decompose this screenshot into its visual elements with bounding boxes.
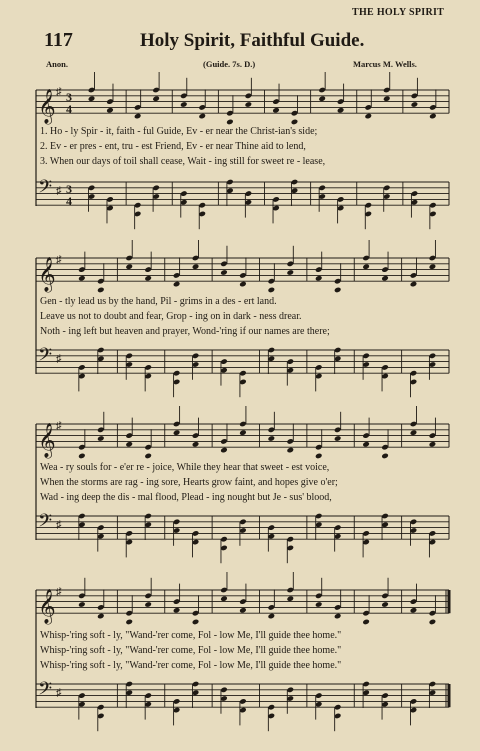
bass-clef: 𝄢 <box>38 511 53 536</box>
note-head <box>362 619 370 626</box>
note-head <box>381 453 389 460</box>
note-head <box>78 275 86 282</box>
lyric-line: Whisp-'ring soft - ly, "Wand-'rer come, Fol - low Me, I'll guide thee home." <box>40 630 342 641</box>
sharp-icon: ♯ <box>56 185 62 197</box>
tune-name: (Guide. 7s. D.) <box>203 59 256 69</box>
note-head <box>198 113 206 120</box>
note-head <box>220 447 228 454</box>
hymn-title: Holy Spirit, Faithful Guide. <box>140 30 365 51</box>
lyric-line: Wea - ry souls for - e'er re - joice, While they hear that sweet - est voice, <box>40 462 330 473</box>
note-head <box>268 287 276 294</box>
sharp-icon: ♯ <box>56 254 62 266</box>
note-head <box>134 113 142 120</box>
note-head <box>97 435 105 442</box>
time-signature: 3 <box>66 90 72 104</box>
note-head <box>152 95 160 102</box>
treble-clef: 𝄞 <box>38 257 56 293</box>
sharp-icon: ♯ <box>56 519 62 531</box>
lyric-line: Noth - ing left but heaven and prayer, Wond-'ring if our names are there; <box>40 326 330 337</box>
note-head <box>429 263 437 270</box>
note-head <box>410 429 418 436</box>
system-3-lyrics <box>40 460 454 505</box>
note-head <box>429 441 437 448</box>
note-head <box>97 613 105 620</box>
time-signature: 4 <box>66 102 72 116</box>
system-4-lyrics <box>40 628 454 673</box>
note-head <box>315 275 323 282</box>
note-head <box>334 287 342 294</box>
bass-clef: 𝄢 <box>38 177 53 202</box>
note-head <box>381 601 389 608</box>
treble-clef: 𝄞 <box>38 89 56 125</box>
sharp-icon: ♯ <box>56 86 62 98</box>
note-head <box>410 607 418 614</box>
note-head <box>106 107 114 114</box>
note-head <box>220 269 228 276</box>
note-head <box>245 101 253 108</box>
note-head <box>125 441 133 448</box>
note-head <box>180 101 188 108</box>
note-head <box>239 281 247 288</box>
treble-clef: 𝄞 <box>38 423 56 459</box>
note-head <box>429 113 437 120</box>
music-credit: Marcus M. Wells. <box>353 59 417 69</box>
note-head <box>410 281 418 288</box>
lyric-line: Whisp-'ring soft - ly, "Wand-'rer come, Fol - low Me, I'll guide thee home." <box>40 645 342 656</box>
note-head <box>315 601 323 608</box>
lyric-line: Gen - tly lead us by the hand, Pil - grims in a des - ert land. <box>40 296 277 307</box>
lyric-line: When the storms are rag - ing sore, Hearts grow faint, and hopes give o'er; <box>40 477 338 488</box>
note-head <box>78 453 86 460</box>
note-head <box>173 607 181 614</box>
note-head <box>192 441 200 448</box>
note-head <box>411 101 419 108</box>
note-head <box>362 263 370 270</box>
note-head <box>318 95 326 102</box>
note-head <box>287 447 295 454</box>
note-head <box>268 613 276 620</box>
sharp-icon: ♯ <box>56 353 62 365</box>
note-head <box>144 453 152 460</box>
note-head <box>381 275 389 282</box>
note-head <box>144 275 152 282</box>
sharp-icon: ♯ <box>56 687 62 699</box>
time-signature: 4 <box>66 194 72 208</box>
system-1-lyrics <box>40 124 454 169</box>
bass-clef: 𝄢 <box>38 679 53 704</box>
system-2-lyrics <box>40 294 454 339</box>
note-head <box>287 595 295 602</box>
note-head <box>315 453 323 460</box>
lyric-line: Whisp-'ring soft - ly, "Wand-'rer come, Fol - low Me, I'll guide thee home." <box>40 660 342 671</box>
note-head <box>125 263 133 270</box>
lyric-line: 3. When our days of toil shall cease, Wait - ing still for sweet re - lease, <box>40 156 326 167</box>
treble-clef: 𝄞 <box>38 589 56 625</box>
note-head <box>334 435 342 442</box>
note-head <box>78 601 86 608</box>
note-head <box>220 595 228 602</box>
lyric-line: Wad - ing deep the dis - mal flood, Plead - ing nought but Je - sus' blood, <box>40 492 332 503</box>
note-head <box>192 263 200 270</box>
sharp-icon: ♯ <box>56 586 62 598</box>
note-head <box>268 435 276 442</box>
words-credit: Anon. <box>46 59 68 69</box>
note-head <box>239 429 247 436</box>
sharp-icon: ♯ <box>56 420 62 432</box>
note-head <box>272 107 280 114</box>
lyric-line: 1. Ho - ly Spir - it, faith - ful Guide, Ev - er near the Christ-ian's side; <box>40 126 318 137</box>
note-head <box>364 113 372 120</box>
note-head <box>88 95 96 102</box>
note-head <box>337 107 345 114</box>
note-head <box>97 287 105 294</box>
time-signature: 3 <box>66 182 72 196</box>
note-head <box>383 95 391 102</box>
lyric-line: Leave us not to doubt and fear, Grop - ing on in dark - ness drear. <box>40 311 302 322</box>
bass-clef: 𝄢 <box>38 345 53 370</box>
hymn-number: 117 <box>44 29 73 51</box>
lyric-line: 2. Ev - er pres - ent, tru - est Friend, Ev - er near Thine aid to lend, <box>40 141 306 152</box>
note-head <box>173 429 181 436</box>
section-heading: THE HOLY SPIRIT <box>352 7 445 18</box>
note-head <box>125 619 133 626</box>
note-head <box>287 269 295 276</box>
note-head <box>239 607 247 614</box>
note-head <box>144 601 152 608</box>
note-head <box>334 613 342 620</box>
note-head <box>192 619 200 626</box>
note-head <box>362 441 370 448</box>
note-head <box>429 619 437 626</box>
note-head <box>173 281 181 288</box>
